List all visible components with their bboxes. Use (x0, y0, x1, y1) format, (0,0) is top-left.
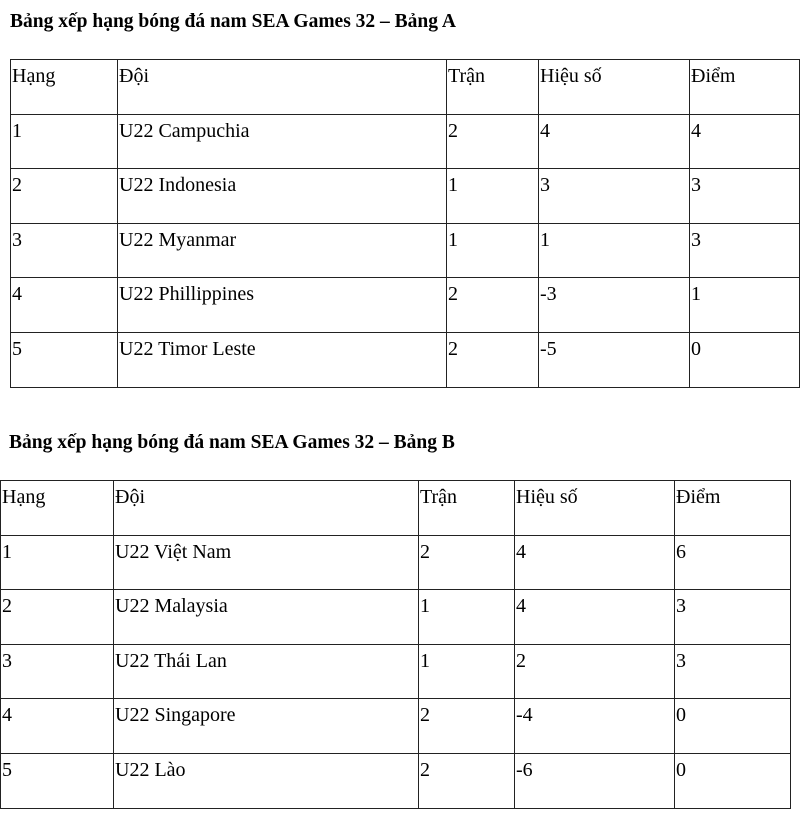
cell-rank: 1 (11, 114, 118, 169)
table-row (11, 114, 800, 169)
table-header-row (1, 481, 791, 536)
cell-team: U22 Việt Nam (114, 535, 419, 590)
cell-played: 1 (447, 223, 539, 278)
cell-played: 1 (447, 169, 539, 224)
table-row (1, 753, 791, 808)
cell-played: 2 (447, 332, 539, 387)
table-row (1, 644, 791, 699)
cell-points: 0 (675, 699, 791, 754)
cell-goal-difference: 2 (515, 644, 675, 699)
cell-rank: 3 (11, 223, 118, 278)
table-row (11, 332, 800, 387)
header-points: Điểm (690, 60, 800, 115)
table-row (1, 590, 791, 645)
group-a-standings-table (10, 59, 800, 388)
header-team: Đội (118, 60, 447, 115)
table-row (11, 223, 800, 278)
cell-rank: 4 (11, 278, 118, 333)
cell-points: 6 (675, 535, 791, 590)
cell-team: U22 Indonesia (118, 169, 447, 224)
cell-points: 3 (690, 223, 800, 278)
header-goal-difference: Hiệu số (515, 481, 675, 536)
cell-points: 3 (675, 590, 791, 645)
cell-team: U22 Myanmar (118, 223, 447, 278)
cell-goal-difference: -6 (515, 753, 675, 808)
cell-team: U22 Malaysia (114, 590, 419, 645)
cell-team: U22 Thái Lan (114, 644, 419, 699)
header-team: Đội (114, 481, 419, 536)
cell-goal-difference: 4 (539, 114, 690, 169)
cell-points: 3 (690, 169, 800, 224)
cell-rank: 3 (1, 644, 114, 699)
cell-team: U22 Campuchia (118, 114, 447, 169)
cell-goal-difference: -5 (539, 332, 690, 387)
cell-rank: 2 (11, 169, 118, 224)
table-row (1, 699, 791, 754)
cell-goal-difference: -3 (539, 278, 690, 333)
group-b-title: Bảng xếp hạng bóng đá nam SEA Games 32 – Bảng B (9, 432, 455, 453)
cell-goal-difference: 4 (515, 535, 675, 590)
cell-goal-difference: 1 (539, 223, 690, 278)
cell-played: 1 (419, 590, 515, 645)
cell-team: U22 Timor Leste (118, 332, 447, 387)
group-b-standings-table (0, 480, 791, 809)
header-played: Trận (447, 60, 539, 115)
table-row (1, 535, 791, 590)
header-goal-difference: Hiệu số (539, 60, 690, 115)
cell-rank: 5 (1, 753, 114, 808)
cell-rank: 5 (11, 332, 118, 387)
cell-points: 1 (690, 278, 800, 333)
header-points: Điểm (675, 481, 791, 536)
cell-played: 2 (419, 753, 515, 808)
header-rank: Hạng (11, 60, 118, 115)
cell-rank: 4 (1, 699, 114, 754)
cell-goal-difference: 4 (515, 590, 675, 645)
cell-team: U22 Lào (114, 753, 419, 808)
header-played: Trận (419, 481, 515, 536)
cell-played: 2 (447, 278, 539, 333)
cell-team: U22 Phillippines (118, 278, 447, 333)
cell-played: 2 (419, 535, 515, 590)
cell-team: U22 Singapore (114, 699, 419, 754)
cell-points: 0 (690, 332, 800, 387)
cell-played: 1 (419, 644, 515, 699)
group-a-title: Bảng xếp hạng bóng đá nam SEA Games 32 – Bảng A (10, 11, 456, 32)
cell-points: 0 (675, 753, 791, 808)
cell-rank: 2 (1, 590, 114, 645)
cell-played: 2 (419, 699, 515, 754)
cell-points: 3 (675, 644, 791, 699)
cell-rank: 1 (1, 535, 114, 590)
table-row (11, 278, 800, 333)
cell-goal-difference: -4 (515, 699, 675, 754)
header-rank: Hạng (1, 481, 114, 536)
cell-played: 2 (447, 114, 539, 169)
table-header-row (11, 60, 800, 115)
table-row (11, 169, 800, 224)
cell-goal-difference: 3 (539, 169, 690, 224)
cell-points: 4 (690, 114, 800, 169)
